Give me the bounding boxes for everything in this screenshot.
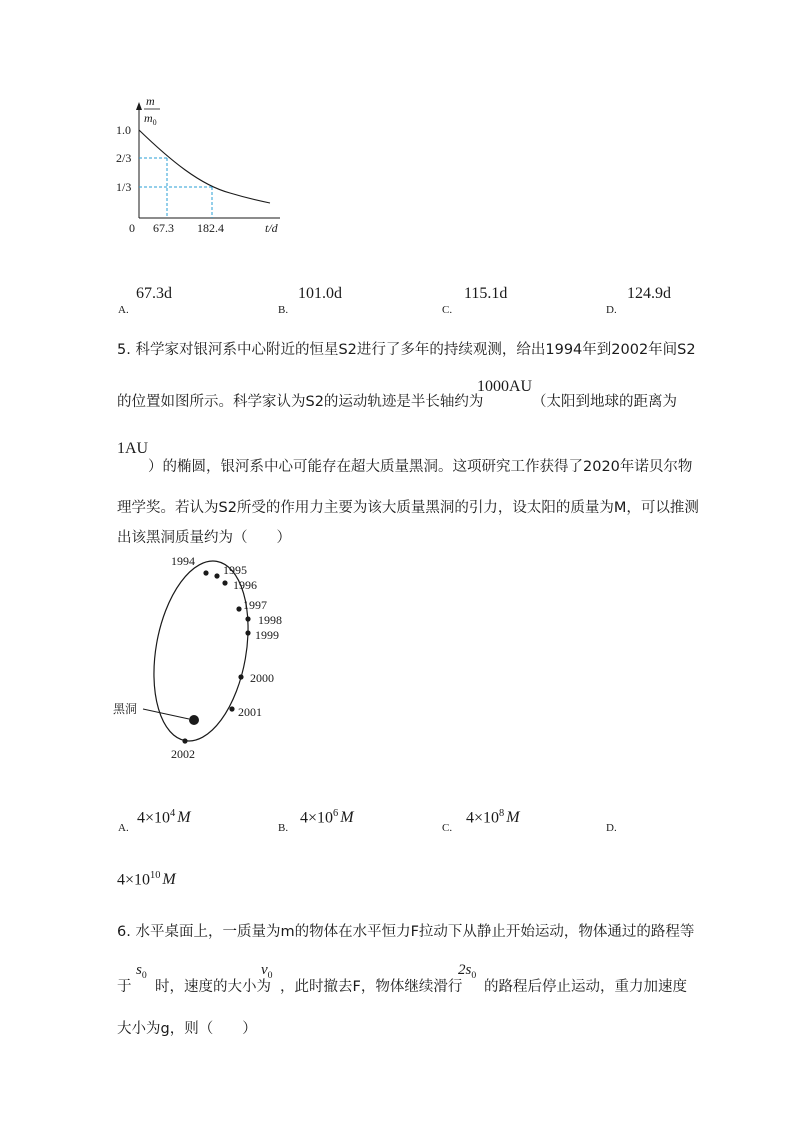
q5-option-b-value: $4\times 10^6$ M	[300, 808, 354, 827]
x-tick-67: 67.3	[153, 221, 174, 235]
q6-line-2c: ，此时撤去F，物体继续滑行	[280, 979, 463, 995]
q4-option-b-label: B.	[278, 304, 289, 316]
point-1995	[214, 573, 219, 578]
origin-label: 0	[129, 221, 135, 235]
q6-s0: $s_0$	[136, 962, 147, 981]
y-tick-1: 1.0	[116, 123, 131, 137]
q6-line-2d: 的路程后停止运动，重力加速度	[484, 979, 687, 995]
y-tick-2-3: 2/3	[116, 151, 132, 165]
q5-line-2b: （太阳到地球的距离为	[532, 394, 677, 410]
q5-option-a-value: $4\times 10^4$ M	[137, 808, 191, 827]
q4-option-a-value: 67.3d	[136, 285, 172, 302]
q4-option-c-label: C.	[442, 304, 453, 316]
q4-option-b-value: 101.0d	[298, 285, 342, 302]
q6-2s0: $2s_0$	[458, 962, 477, 981]
q5-line-2a: 的位置如图所示。科学家认为S2的运动轨迹是半长轴约为	[117, 394, 484, 410]
q6-line-1: 6. 水平桌面上，一质量为m的物体在水平恒力F拉动下从静止开始运动，物体通过的路程等	[117, 924, 695, 940]
black-hole-pointer	[143, 709, 189, 719]
decay-curve	[139, 130, 270, 203]
q5-line-3: ）的椭圆，银河系中心可能存在超大质量黑洞。这项研究工作获得了2020年诺贝尔物	[148, 459, 693, 475]
q6-line-2b: 时，速度的大小为	[155, 979, 271, 995]
point-2001	[229, 706, 234, 711]
q5-line-5: 出该黑洞质量约为（ ）	[117, 530, 291, 546]
label-1995: 1995	[223, 563, 247, 577]
point-2000	[238, 674, 243, 679]
point-2002	[182, 738, 187, 743]
q5-option-d-value: $4\times 10^{10}$ M	[117, 870, 176, 889]
q5-line-4: 理学奖。若认为S2所受的作用力主要为该大质量黑洞的引力，设太阳的质量为M，可以推测	[117, 500, 699, 516]
y-axis-arrow	[136, 102, 142, 110]
label-2000: 2000	[250, 671, 274, 685]
q5-formula-1au: 1AU	[117, 440, 149, 457]
q5-option-d-label: D.	[606, 822, 617, 834]
q4-option-d-value: 124.9d	[627, 285, 671, 302]
point-1996	[222, 580, 227, 585]
point-1997	[236, 606, 241, 611]
point-1999	[245, 630, 250, 635]
label-1999: 1999	[255, 628, 279, 642]
x-tick-182: 182.4	[197, 221, 224, 235]
q5-option-c-label: C.	[442, 822, 453, 834]
q5-option-a-label: A.	[118, 822, 129, 834]
orbit-diagram	[105, 545, 305, 770]
q5-option-c-value: $4\times 10^8$ M	[466, 808, 520, 827]
label-1996: 1996	[233, 578, 257, 592]
y-tick-1-3: 1/3	[116, 180, 132, 194]
black-hole	[189, 715, 199, 725]
label-1998: 1998	[258, 613, 282, 627]
label-2001: 2001	[238, 705, 262, 719]
q6-v0: $v_0$	[261, 962, 273, 981]
point-1998	[245, 616, 250, 621]
q6-line-2a: 于	[117, 979, 132, 995]
q5-option-b-label: B.	[278, 822, 289, 834]
y-label-den: $m_0$	[144, 111, 157, 127]
label-1997: 1997	[243, 598, 267, 612]
y-label-num: m	[146, 94, 155, 108]
q5-line-1: 5. 科学家对银河系中心附近的恒星S2进行了多年的持续观测，给出1994年到2002年间S2	[117, 342, 696, 358]
label-2002: 2002	[171, 747, 195, 761]
x-label: t/d	[265, 221, 278, 235]
q4-option-a-label: A.	[118, 304, 129, 316]
label-black-hole: 黑洞	[113, 702, 138, 716]
point-1994	[203, 570, 208, 575]
label-1994: 1994	[171, 554, 195, 568]
q4-option-c-value: 115.1d	[464, 285, 508, 302]
q6-line-3: 大小为g，则（ ）	[117, 1021, 257, 1037]
q4-option-d-label: D.	[606, 304, 617, 316]
decay-graph	[100, 90, 300, 240]
q5-formula-1000au: 1000AU	[477, 378, 533, 395]
